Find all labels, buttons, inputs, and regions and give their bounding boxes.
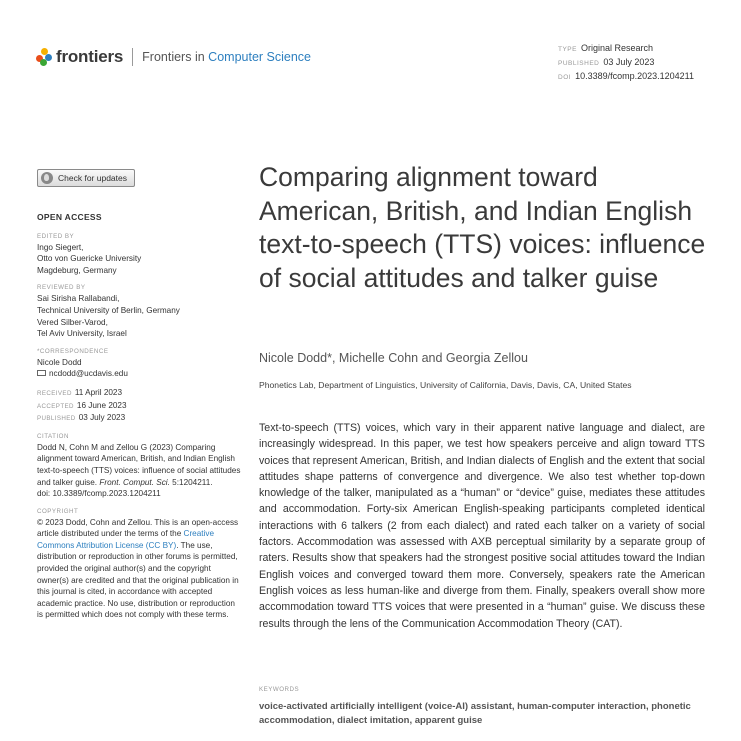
check-updates-icon [41, 172, 53, 184]
article-authors: Nicole Dodd*, Michelle Cohn and Georgia Zellou [259, 351, 528, 365]
journal-name[interactable]: Frontiers in Computer Science [142, 50, 311, 64]
citation: Dodd N, Cohn M and Zellou G (2023) Comparing alignment toward American, British, and Indian English text-to-speech (TTS) voices: influence of social attitudes and talker guise. Front. Comput. Sci. 5:1204211. doi: 10.3389/fcomp.2023.1204211 [37, 442, 241, 499]
reviewed-by-label: REVIEWED BY [37, 284, 86, 292]
journal-header [36, 47, 311, 67]
reviewer-line: Technical University of Berlin, Germany [37, 305, 180, 315]
correspondence-name: Nicole Dodd [37, 357, 82, 367]
check-for-updates-button[interactable]: Check for updates [37, 169, 135, 187]
header-divider [132, 48, 133, 66]
article-meta [558, 42, 694, 84]
citation-label: CITATION [37, 432, 69, 440]
article-affiliation: Phonetics Lab, Department of Linguistics, University of California, Davis, Davis, CA, United States [259, 380, 632, 390]
correspondence-email[interactable]: ncdodd@ucdavis.edu [49, 369, 128, 379]
open-access-label: OPEN ACCESS [37, 212, 102, 222]
editor-line: Magdeburg, Germany [37, 265, 117, 275]
meta-doi: DOI 10.3389/fcomp.2023.1204211 [558, 71, 694, 81]
reviewer-line: Tel Aviv University, Israel [37, 329, 127, 339]
reviewer-line: Sai Sirisha Rallabandi, [37, 294, 120, 304]
correspondence-email-row[interactable] [37, 368, 242, 380]
copyright-label: COPYRIGHT [37, 507, 79, 515]
published-date: PUBLISHED 03 July 2023 [37, 413, 126, 423]
frontiers-logo-text: frontiers [56, 47, 124, 66]
received-date: RECEIVED 11 April 2023 [37, 387, 123, 397]
cc-by-license-link[interactable]: Creative Commons Attribution License (CC BY) [37, 529, 215, 550]
editor-line: Ingo Siegert, [37, 242, 84, 252]
frontiers-logo-icon [36, 48, 52, 66]
reviewer-line: Vered Silber-Varod, [37, 317, 108, 327]
article-title: Comparing alignment toward American, British, and Indian English text-to-speech (TTS) voices: influence of social attitudes and talker guise [259, 162, 706, 293]
edited-by-label: EDITED BY [37, 232, 75, 240]
sidebar [37, 212, 242, 621]
correspondence-label: *CORRESPONDENCE [37, 347, 109, 355]
article-keywords: voice-activated artificially intelligent (voice-AI) assistant, human-computer interaction, phonetic accommodation, dialect imitation, apparent guise [259, 701, 691, 726]
meta-published: PUBLISHED 03 July 2023 [558, 57, 655, 67]
mail-icon [37, 370, 46, 376]
editor-line: Otto von Guericke University [37, 254, 142, 264]
dates [37, 387, 242, 425]
keywords-label: KEYWORDS [259, 686, 300, 693]
meta-type: TYPE Original Research [558, 43, 654, 53]
article-abstract: Text-to-speech (TTS) voices, which vary in their apparent native language and dialect, are increasingly widespread. In this paper, we test how speakers perceive and align toward TTS voices that represent American, British, and Indian dialects of English and the extent that social attitudes shape patterns of convergence and divergence. We also test whether top-down knowledge of the talker, manipulated as a “human” or “device” guise, mediates these attitudes and accommodation. Forty-six American English-speaking participants completed identical interactions with 6 talkers (2 from each dialect) and rated each talker on a variety of social factors. Accommodation was assessed with AXB perceptual similarity by a separate group of raters. Results show that speakers had the strongest positive social attitudes toward the Indian English voices and converged toward them more. Conversely, speakers rate the American English voices as less human-like and diverge from them. Finally, speakers overall show more accommodation toward TTS voices that were presented in a “human” guise. We discuss these results through the lens of the Communication Accommodation Theory (CAT). [259, 422, 705, 630]
accepted-date: ACCEPTED 16 June 2023 [37, 400, 127, 410]
copyright-text: © 2023 Dodd, Cohn and Zellou. This is an open-access article distributed under the terms of the Creative Commons Attribution License (CC BY). The use, distribution or reproduction in other forums is permitted, provided the original author(s) and the copyright owner(s) are credited and that the original publication in this journal is cited, in accordance with accepted academic practice. No use, distribution or reproduction is permitted which does not comply with these terms. [37, 517, 239, 620]
